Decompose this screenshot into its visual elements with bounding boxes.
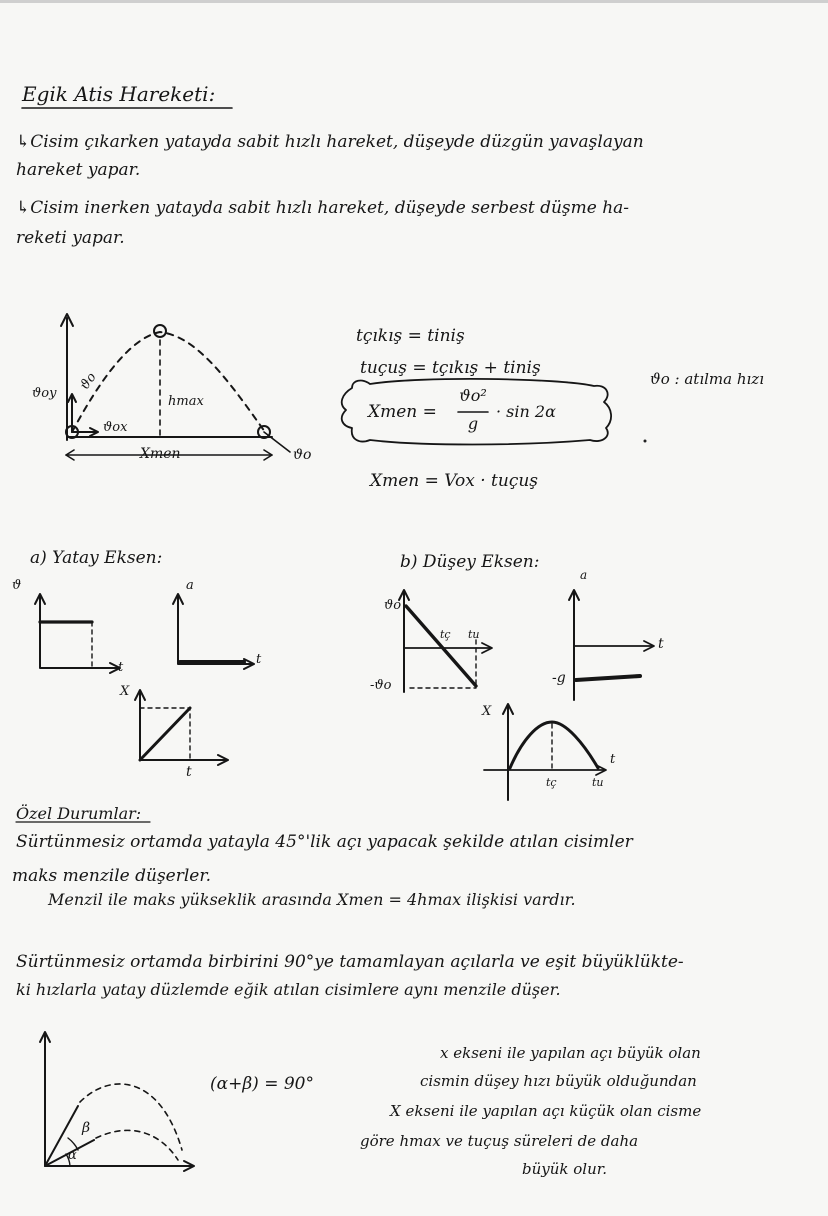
label-hmax: hmax <box>168 394 204 409</box>
formula-xmen-vox: Xmen = Vox · tuçuş <box>370 471 539 491</box>
graph-a-v-axis-label: ϑ <box>12 578 22 593</box>
explanation-line-1: x ekseni ile yapılan açı büyük olan <box>440 1044 701 1062</box>
special-p1-line2: maks menzile düşerler. <box>12 866 212 886</box>
graph-b-a-time-label: t <box>658 636 664 652</box>
angle-beta-label: β <box>82 1120 91 1136</box>
graph-a-velocity <box>35 594 120 673</box>
graph-b-tu2-label: tu <box>592 776 604 789</box>
graph-b-x-time-label: t <box>610 752 616 767</box>
graph-a-position <box>135 690 228 765</box>
section-b-title: b) Düşey Eksen: <box>400 552 540 572</box>
angle-sum-equation: (α+β) = 90° <box>210 1074 315 1094</box>
explanation-line-5: büyük olur. <box>522 1160 608 1178</box>
graph-b-velocity <box>399 590 492 692</box>
graph-b-a-axis-label: a <box>580 568 588 582</box>
page-title: Egik Atis Hareketi: <box>22 82 216 106</box>
intro-line-1b: hareket yapar. <box>16 160 141 180</box>
graph-b-neg-v0-label: -ϑo <box>370 678 392 693</box>
graph-b-x-axis-label: X <box>482 704 492 719</box>
intro-line-2b: reketi yapar. <box>16 228 125 248</box>
graph-b-acceleration <box>569 590 654 700</box>
graph-b-neg-g-label: -g <box>552 670 566 686</box>
formula-xmen-numerator: ϑo² <box>459 386 487 405</box>
graph-a-x-time-label: t <box>186 764 192 780</box>
special-p2-line2: ki hızlarla yatay düzlemde eğik atılan cisimlere aynı menzile düşer. <box>16 980 561 999</box>
graph-b-v-axis-label: ϑo <box>384 598 402 613</box>
special-title: Özel Durumlar: <box>16 804 142 823</box>
angles-diagram <box>40 1032 194 1171</box>
formula-tucus: tuçuş = tçıkış + tiniş <box>360 358 541 378</box>
explanation-line-2: cismin düşey hızı büyük olduğundan <box>420 1072 697 1090</box>
formula-tcikis: tçıkış = tiniş <box>356 326 465 346</box>
graph-a-a-time-label: t <box>256 652 262 667</box>
special-p1-line3: Menzil ile maks yükseklik arasında Xmen = 4hmax ilişkisi vardır. <box>48 890 576 909</box>
angle-alpha-label: α <box>68 1148 77 1163</box>
graph-b-tc-label: tç <box>440 628 451 641</box>
trajectory-diagram <box>61 314 290 460</box>
graph-a-acceleration <box>173 594 254 669</box>
label-v0-end: ϑo <box>293 447 312 463</box>
label-v0x: ϑox <box>103 420 128 435</box>
label-xmen: Xmen <box>140 446 181 462</box>
graph-b-tc2-label: tç <box>546 776 557 789</box>
formula-xmen-left: Xmen = <box>368 402 437 422</box>
graph-a-x-axis-label: X <box>120 684 130 699</box>
intro-line-1a: ↳Cisim çıkarken yatayda sabit hızlı hareket, düşeyde düzgün yavaşlayan <box>16 132 644 152</box>
section-a-title: a) Yatay Eksen: <box>30 548 163 568</box>
graph-b-position <box>484 704 606 800</box>
intro-line-2a: ↳Cisim inerken yatayda sabit hızlı hareket, düşeyde serbest düşme ha- <box>16 198 630 218</box>
note-launch-speed: ϑo : atılma hızı <box>650 370 765 388</box>
explanation-line-3: X ekseni ile yapılan açı küçük olan cisme <box>390 1102 702 1120</box>
label-v0y: ϑoy <box>32 386 57 401</box>
explanation-line-4: göre hmax ve tuçuş süreleri de daha <box>360 1132 639 1150</box>
special-p2-line1: Sürtünmesiz ortamda birbirini 90°ye tamamlayan açılarla ve eşit büyüklükte- <box>16 952 684 972</box>
formula-xmen-right: · sin 2α <box>496 402 556 421</box>
graph-a-a-axis-label: a <box>186 578 194 593</box>
graph-a-v-time-label: t <box>118 660 124 675</box>
formula-xmen-denominator: g <box>467 414 479 433</box>
graph-b-tu-label: tu <box>468 628 480 641</box>
special-p1-line1: Sürtünmesiz ortamda yatayla 45°'lik açı yapacak şekilde atılan cisimler <box>16 832 633 852</box>
label-v0: ϑo <box>77 370 100 393</box>
